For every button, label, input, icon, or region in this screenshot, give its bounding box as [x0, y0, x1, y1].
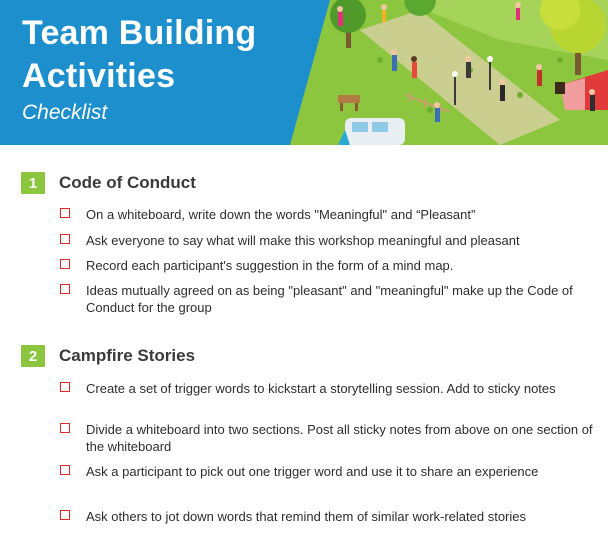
- checklist-item-text: Divide a whiteboard into two sections. Post all sticky notes from above on one section of the whiteboard: [86, 422, 593, 454]
- checkbox[interactable]: [60, 208, 70, 218]
- checklist-item: [60, 463, 556, 480]
- checklist-item-text: Ask a participant to pick out one trigger word and use it to share an experience: [86, 464, 539, 479]
- checklist-item-text: Ideas mutually agreed on as being "pleasant" and "meaningful" make up the Code of Conduct for the group: [86, 283, 573, 315]
- checkbox[interactable]: [60, 423, 70, 433]
- page-subtitle: Checklist: [22, 101, 108, 124]
- checklist-item: [60, 508, 608, 525]
- checklist-item: [60, 206, 475, 223]
- checklist-item: [60, 232, 520, 249]
- section-1-header: [21, 172, 196, 194]
- checkbox[interactable]: [60, 510, 70, 520]
- section-1-number-badge: 1: [21, 172, 45, 194]
- checklist-item-text: Create a set of trigger words to kickstart a storytelling session. Add to sticky notes: [86, 381, 556, 396]
- title-block: [22, 12, 256, 125]
- section-2-header: [21, 345, 195, 367]
- checklist-item-text: Ask others to jot down words that remind them of similar work-related stories: [86, 509, 527, 524]
- checkbox[interactable]: [60, 284, 70, 294]
- checklist-item: [60, 257, 453, 274]
- checklist-item: [60, 421, 606, 455]
- checkbox[interactable]: [60, 234, 70, 244]
- section-1-title: Code of Conduct: [59, 173, 196, 192]
- section-2-number-badge: 2: [21, 345, 45, 367]
- checklist-item-text: Ask everyone to say what will make this workshop meaningful and pleasant: [86, 233, 520, 248]
- checklist-item: [60, 380, 590, 397]
- section-2-title: Campfire Stories: [59, 346, 196, 365]
- checklist-item-text: On a whiteboard, write down the words "Meaningful" and “Pleasant”: [86, 207, 476, 222]
- checkbox[interactable]: [60, 465, 70, 475]
- checklist-item: [60, 282, 590, 316]
- page-title-line-2: Activities: [22, 57, 176, 95]
- page-title-line-1: Team Building: [22, 14, 257, 52]
- checklist-item-text: Record each participant's suggestion in the form of a mind map.: [86, 258, 454, 273]
- checkbox[interactable]: [60, 259, 70, 269]
- header-banner: [0, 0, 608, 145]
- checkbox[interactable]: [60, 382, 70, 392]
